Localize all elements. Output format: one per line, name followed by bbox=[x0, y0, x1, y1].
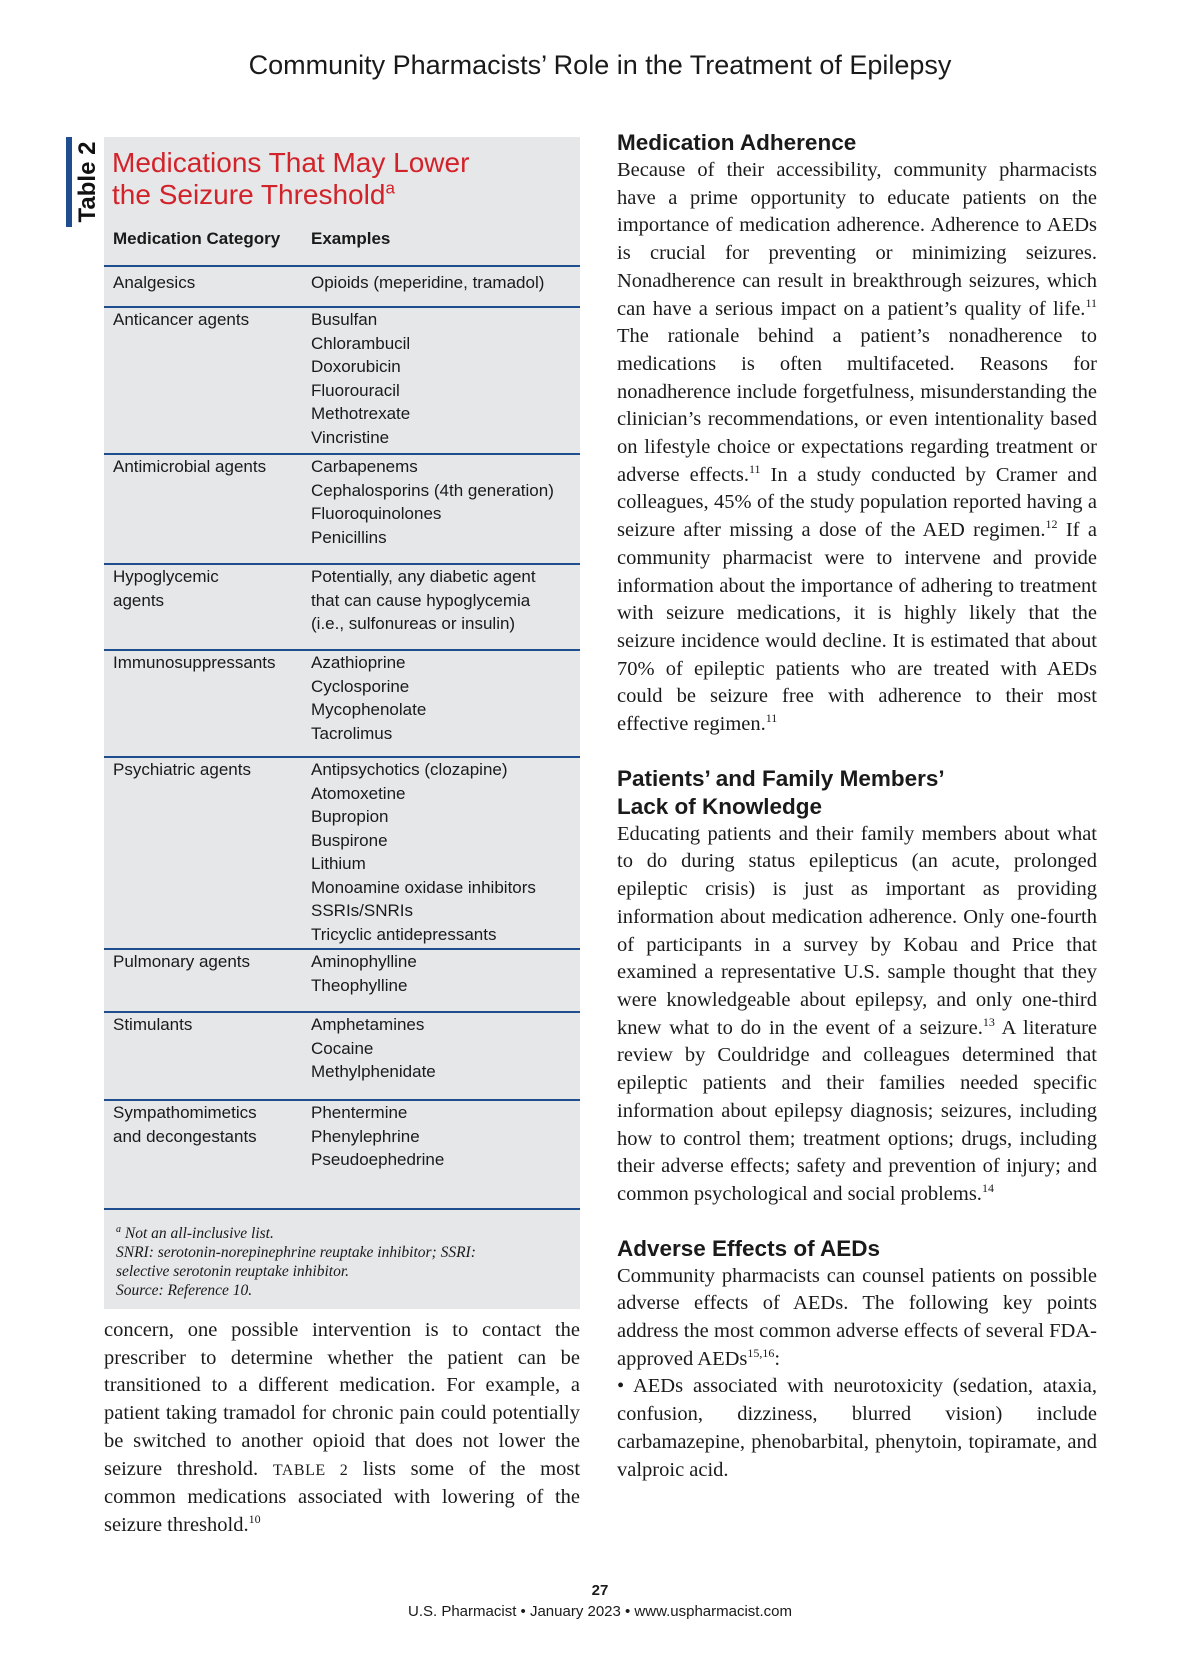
paragraph: concern, one possible intervention is to contact the prescriber to determine whether the patient can be transitioned to a different medication. For example, a patient taking tramadol for chronic pain could potentially be switched to another opioid that does not lower the seizure threshold. TABLE 2 lists some of the most common medications associated with lowering of the seizure threshold.$^{10}$ bbox=[104, 1319, 581, 1536]
row-examples: Aminophylline Theophylline bbox=[311, 952, 417, 995]
table-row bbox=[104, 271, 580, 308]
table-footnote: $^a$ Not an all-inclusive list. SNRI: serotonin-norepinephrine reuptake inhibitor; SSRI: selective serotonin reuptake inhibitor. Source: Reference 10. bbox=[116, 1224, 476, 1300]
heading-medication-adherence: Medication Adherence bbox=[617, 130, 857, 155]
table-row bbox=[104, 308, 580, 455]
table-row bbox=[104, 651, 580, 758]
table-row bbox=[104, 455, 580, 565]
table-title-line2: the Seizure Threshold$^a$ bbox=[112, 178, 395, 210]
row-examples: Potentially, any diabetic agent that can cause hypoglycemia (i.e., sulfonureas or insulin) bbox=[311, 567, 536, 633]
footnote-marker: a bbox=[116, 1224, 121, 1235]
table-title bbox=[112, 147, 572, 211]
row-category: Psychiatric agents bbox=[113, 760, 251, 779]
column-header-category: Medication Category bbox=[113, 229, 281, 248]
bullet-item: • AEDs associated with neurotoxicity (sedation, ataxia, confusion, dizziness, blurred vision) include carbamazepine, phenobarbital, phenytoin, topiramate, and valproic acid. bbox=[617, 1375, 1097, 1481]
row-examples: Phentermine Phenylephrine Pseudoephedrine bbox=[311, 1103, 445, 1169]
title-footnote-marker: a bbox=[385, 178, 395, 198]
row-category: Immunosuppressants bbox=[113, 653, 276, 672]
paragraph: Because of their accessibility, community pharmacists have a prime opportunity to educate patients on the importance of medication adherence. Adherence to AEDs is crucial for preventing or minimizing seizures. Nonadherence can result in breakthrough seizures, which can have a serious impact on a patient’s quality of life.$^{11}$ The rationale behind a patient’s nonadherence to medications is often multifaceted. Reasons for nonadherence include forgetfulness, misunderstanding the clinician’s recommendations, or even intentionality based on lifestyle choice or expectations regarding treatment or adverse effects.$^{11}$ In a study conducted by Cramer and colleagues, 45% of the study population reported having a seizure after missing a dose of the AED regimen.$^{12}$ If a community pharmacist were to intervene and provide information about the importance of adhering to treatment with seizure medications, it is highly likely that the seizure incidence would decline. It is estimated that about 70% of epileptic patients who are treated with AEDs could be seizure free with adherence to their most effective regimen.$^{11}$ bbox=[617, 159, 1097, 736]
table-panel bbox=[104, 137, 580, 1309]
heading-adverse-effects: Adverse Effects of AEDs bbox=[617, 1235, 881, 1261]
page-number: 27 bbox=[591, 1582, 609, 1599]
row-examples: Amphetamines Cocaine Methylphenidate bbox=[311, 1015, 436, 1081]
running-head: Community Pharmacists’ Role in the Treatment of Epilepsy bbox=[248, 50, 952, 80]
left-column-text bbox=[104, 1317, 580, 1540]
citation: 10 bbox=[248, 1512, 261, 1527]
row-category: Antimicrobial agents bbox=[113, 457, 267, 476]
row-category: Analgesics bbox=[113, 273, 196, 292]
paragraph: Community pharmacists can counsel patients on possible adverse effects of AEDs. The following key points address the most common adverse effects of several FDA-approved AEDs$^{15,16}$: bbox=[617, 1264, 1097, 1370]
right-column-text bbox=[617, 129, 1097, 1484]
row-examples: Opioids (meperidine, tramadol) bbox=[311, 273, 545, 292]
row-category: Anticancer agents bbox=[113, 310, 250, 329]
row-category: Pulmonary agents bbox=[113, 952, 251, 971]
table-row bbox=[104, 1101, 580, 1210]
paragraph: Educating patients and their family members about what to do during status epilepticus (an acute, prolonged epileptic crisis) is just as important as providing information about medication adherence. Only one-fourth of participants in a survey by Kobau and Price that examined a representative U.S. sample thought that they were knowledgeable about epilepsy, and only one-third knew what to do in the event of a seizure.$^{13}$ A literature review by Couldridge and colleagues determined that epileptic patients and their families needed specific information about epilepsy diagnosis; seizures, including how to control them; treatment options; drugs, including their adverse effects; safety and prevention of injury; and common psychological and social problems.$^{14}$ bbox=[617, 822, 1097, 1205]
row-category: Hypoglycemic agents bbox=[113, 567, 219, 610]
row-examples: Azathioprine Cyclosporine Mycophenolate Tacrolimus bbox=[311, 653, 427, 743]
column-header-examples: Examples bbox=[311, 229, 391, 248]
table-title-line1: Medications That May Lower bbox=[112, 147, 470, 178]
table-row bbox=[104, 758, 580, 950]
table-header-row bbox=[104, 229, 580, 267]
page-footer: U.S. Pharmacist • January 2023 • www.uspharmacist.com bbox=[408, 1603, 792, 1620]
table-row bbox=[104, 565, 580, 651]
table-tab bbox=[66, 137, 106, 227]
row-examples: Carbapenems Cephalosporins (4th generation) Fluoroquinolones Penicillins bbox=[311, 457, 554, 547]
table-row bbox=[104, 950, 580, 1013]
row-examples: Antipsychotics (clozapine) Atomoxetine Bupropion Buspirone Lithium Monoamine oxidase inhibitors SSRIs/SNRIs Tricyclic antidepressants bbox=[311, 760, 536, 944]
table-label: Table 2 bbox=[74, 141, 101, 223]
table-row bbox=[104, 1013, 580, 1101]
table-reference: TABLE 2 bbox=[272, 1461, 349, 1479]
row-examples: Busulfan Chlorambucil Doxorubicin Fluorouracil Methotrexate Vincristine bbox=[311, 310, 411, 447]
heading-lack-of-knowledge: Patients’ and Family Members’ Lack of Knowledge bbox=[617, 765, 945, 819]
row-category: Sympathomimetics and decongestants bbox=[113, 1103, 257, 1146]
row-category: Stimulants bbox=[113, 1015, 193, 1034]
